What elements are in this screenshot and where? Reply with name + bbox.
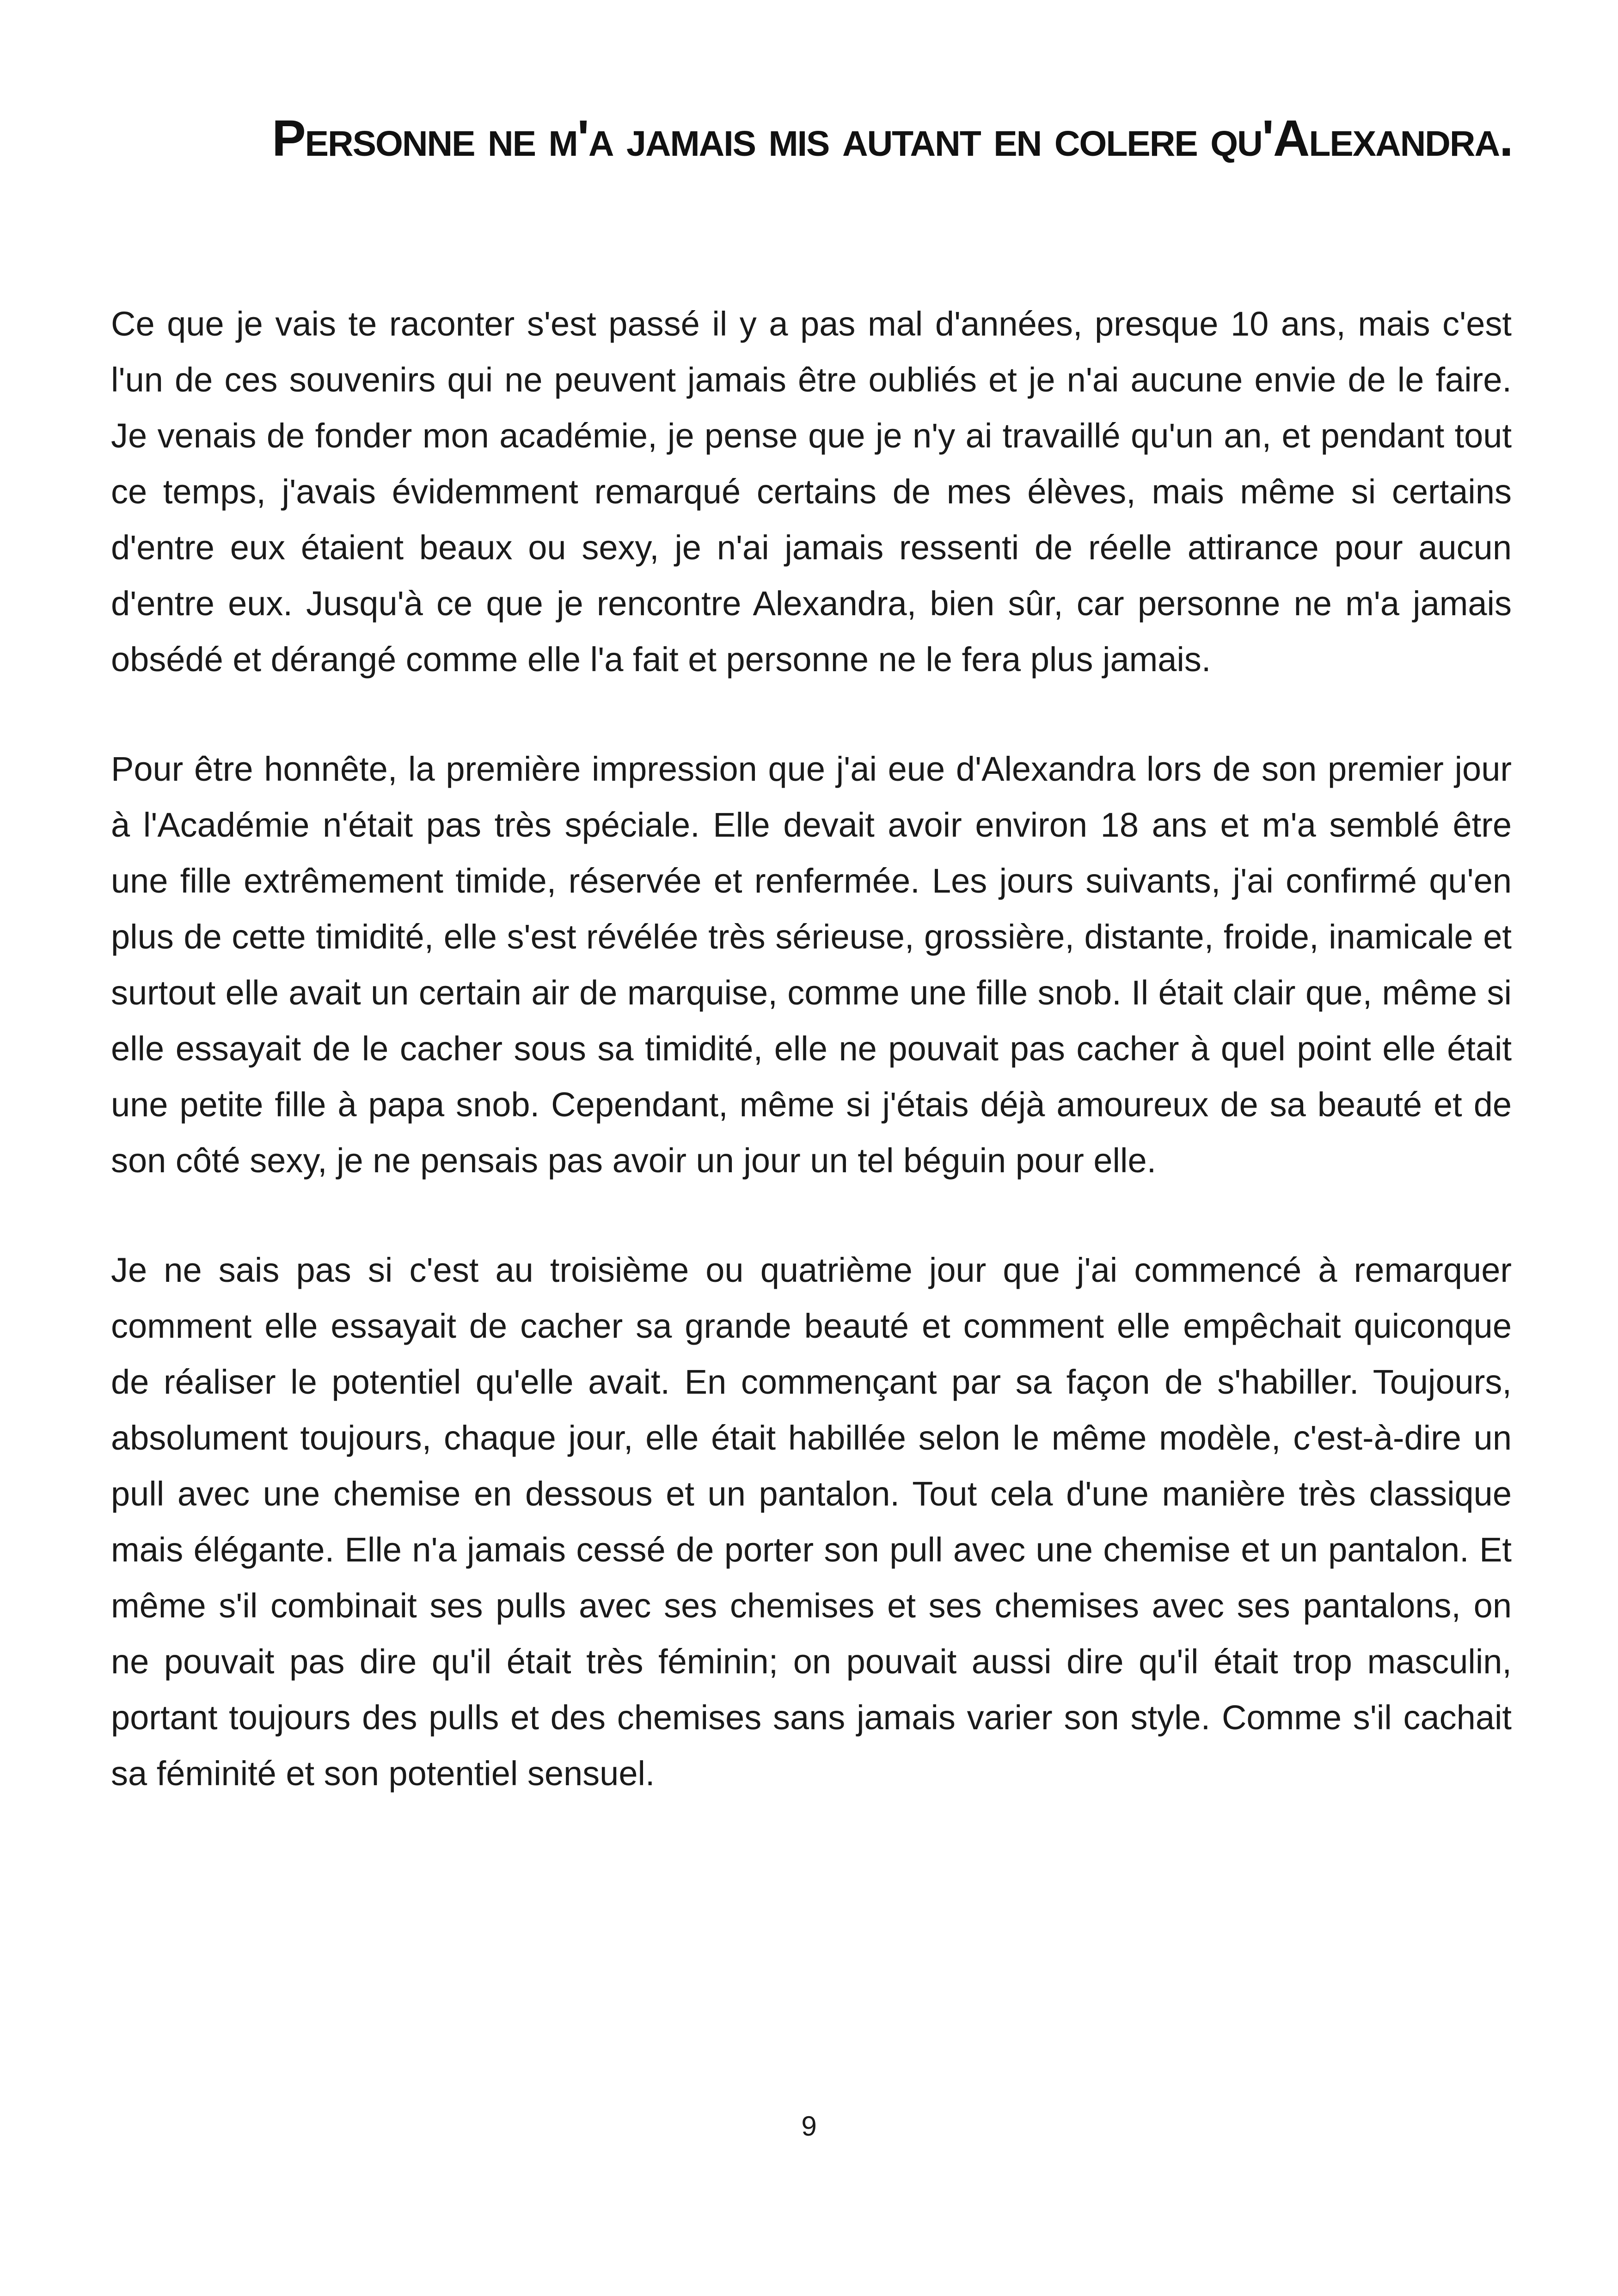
body-text (111, 296, 1512, 1855)
chapter-title: Personne ne m'a jamais mis autant en colere qu'Alexandra. (272, 110, 1513, 167)
page-number: 9 (801, 2111, 817, 2142)
paragraph-2: Pour être honnête, la première impression que j'ai eue d'Alexandra lors de son premier jour à l'Académie n'était pas très spéciale. Elle devait avoir environ 18 ans et m'a semblé être une fille extrêmement timide, réservée et renfermée. Les jours suivants, j'ai confirmé qu'en plus de cette timidité, elle s'est révélée très sérieuse, grossière, distante, froide, inamicale et surtout elle avait un certain air de marquise, comme une fille snob. Il était clair que, même si elle essayait de le cacher sous sa timidité, elle ne pouvait pas cacher à quel point elle était une petite fille à papa snob. Cependant, même si j'étais déjà amoureux de sa beauté et de son côté sexy, je ne pensais pas avoir un jour un tel béguin pour elle. (111, 750, 1512, 1180)
paragraph-1: Ce que je vais te raconter s'est passé il y a pas mal d'années, presque 10 ans, mais c'est l'un de ces souvenirs qui ne peuvent jamais être oubliés et je n'ai aucune envie de le faire. Je venais de fonder mon académie, je pense que je n'y ai travaillé qu'un an, et pendant tout ce temps, j'avais évidemment remarqué certains de mes élèves, mais même si certains d'entre eux étaient beaux ou sexy, je n'ai jamais ressenti de réelle attirance pour aucun d'entre eux. Jusqu'à ce que je rencontre Alexandra, bien sûr, car personne ne m'a jamais obsédé et dérangé comme elle l'a fait et personne ne le fera plus jamais. (111, 305, 1512, 679)
paragraph-3: Je ne sais pas si c'est au troisième ou quatrième jour que j'ai commencé à remarquer comment elle essayait de cacher sa grande beauté et comment elle empêchait quiconque de réaliser le potentiel qu'elle avait. En commençant par sa façon de s'habiller. Toujours, absolument toujours, chaque jour, elle était habillée selon le même modèle, c'est-à-dire un pull avec une chemise en dessous et un pantalon. Tout cela d'une manière très classique mais élégante. Elle n'a jamais cessé de porter son pull avec une chemise et un pantalon. Et même s'il combinait ses pulls avec ses chemises et ses chemises avec ses pantalons, on ne pouvait pas dire qu'il était très féminin; on pouvait aussi dire qu'il était trop masculin, portant toujours des pulls et des chemises sans jamais varier son style. Comme s'il cachait sa féminité et son potentiel sensuel. (111, 1251, 1512, 1793)
